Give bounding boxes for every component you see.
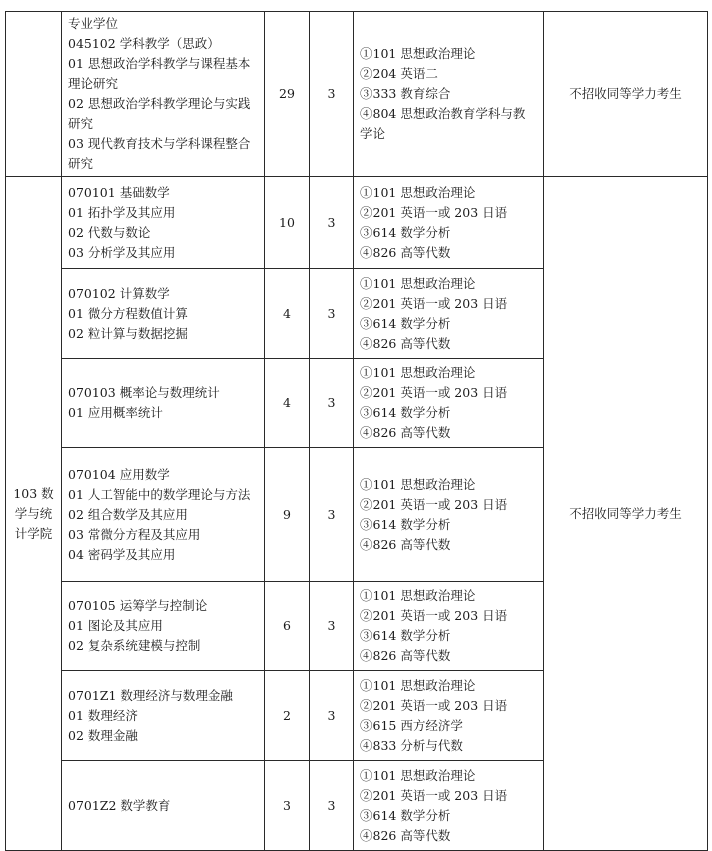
exam-subject: ②201 英语一或 203 日语 <box>360 295 508 311</box>
exam-subjects-cell <box>354 177 544 269</box>
major-title: 070105 运筹学与控制论 <box>68 598 208 613</box>
direction: 01 思想政治学科教学与课程基本理论研究 <box>68 56 251 91</box>
direction: 01 人工智能中的数学理论与方法 <box>68 486 251 502</box>
exam-subject: ④826 高等代数 <box>360 827 451 843</box>
major-title: 070101 基础数学 <box>68 184 170 200</box>
major-title: 0701Z2 数学教育 <box>68 797 171 813</box>
direction: 01 数理经济 <box>68 707 138 723</box>
duration-cell: 3 <box>310 582 354 671</box>
exam-subject: ③614 数学分析 <box>360 315 451 331</box>
enrollment-cell: 6 <box>265 582 310 671</box>
major-title: 070102 计算数学 <box>68 285 170 301</box>
exam-subjects-cell <box>354 582 544 671</box>
direction: 02 思想政治学科教学理论与实践研究 <box>68 96 251 131</box>
direction: 03 分析学及其应用 <box>68 244 176 260</box>
enrollment-cell: 10 <box>265 177 310 269</box>
department-cell <box>6 177 62 851</box>
exam-subject: ②201 英语一或 203 日语 <box>360 787 508 803</box>
duration-cell: 3 <box>310 177 354 269</box>
exam-subject: ③614 数学分析 <box>360 224 451 240</box>
exam-subject: ③614 数学分析 <box>360 807 451 823</box>
duration-cell: 3 <box>310 269 354 359</box>
exam-subject: ①101 思想政治理论 <box>360 275 476 291</box>
exam-subject: ①101 思想政治理论 <box>360 588 476 603</box>
major-cell <box>62 177 265 269</box>
exam-subject: ④804 思想政治教育学科与教学论 <box>360 106 526 141</box>
direction: 03 常微分方程及其应用 <box>68 526 201 542</box>
exam-subjects-cell <box>354 12 544 177</box>
major-cell <box>62 12 265 177</box>
major-cell <box>62 359 265 448</box>
direction: 02 复杂系统建模与控制 <box>68 638 201 653</box>
exam-subjects-cell <box>354 448 544 582</box>
exam-subject: ④826 高等代数 <box>360 335 451 351</box>
admissions-table <box>5 11 708 851</box>
exam-subject: ②201 英语一或 203 日语 <box>360 608 508 623</box>
exam-subject: ①101 思想政治理论 <box>360 677 476 693</box>
note-cell: 不招收同等学力考生 <box>544 12 708 177</box>
major-cell <box>62 448 265 582</box>
exam-subject: ④826 高等代数 <box>360 244 451 260</box>
direction: 02 粒计算与数据挖掘 <box>68 325 188 341</box>
exam-subject: ②201 英语一或 203 日语 <box>360 697 508 713</box>
exam-subject: ④833 分析与代数 <box>360 737 463 753</box>
exam-subject: ③333 教育综合 <box>360 86 451 101</box>
major-cell <box>62 761 265 851</box>
department-name: 103 数学与统计学院 <box>13 485 54 541</box>
major-title: 070103 概率论与数理统计 <box>68 385 220 400</box>
enrollment-cell: 3 <box>265 761 310 851</box>
exam-subjects-cell <box>354 359 544 448</box>
major-title: 0701Z1 数理经济与数理金融 <box>68 687 233 703</box>
exam-subject: ③614 数学分析 <box>360 405 451 420</box>
exam-subject: ③614 数学分析 <box>360 628 451 643</box>
major-cell <box>62 582 265 671</box>
note-cell: 不招收同等学力考生 <box>544 177 708 851</box>
enrollment-cell: 2 <box>265 671 310 761</box>
direction: 02 代数与数论 <box>68 224 151 240</box>
major-title: 070104 应用数学 <box>68 466 170 482</box>
exam-subject: ④826 高等代数 <box>360 536 451 552</box>
direction: 02 数理金融 <box>68 727 138 743</box>
direction: 01 微分方程数值计算 <box>68 305 188 321</box>
enrollment-cell: 4 <box>265 269 310 359</box>
direction: 02 组合数学及其应用 <box>68 506 188 522</box>
enrollment-cell: 29 <box>265 12 310 177</box>
direction: 04 密码学及其应用 <box>68 546 176 562</box>
exam-subject: ①101 思想政治理论 <box>360 767 476 783</box>
exam-subject: ①101 思想政治理论 <box>360 476 476 492</box>
department-cell <box>6 12 62 177</box>
exam-subjects-cell <box>354 269 544 359</box>
exam-subject: ①101 思想政治理论 <box>360 46 476 61</box>
exam-subject: ①101 思想政治理论 <box>360 365 476 380</box>
exam-subject: ①101 思想政治理论 <box>360 184 476 200</box>
duration-cell: 3 <box>310 448 354 582</box>
enrollment-cell: 9 <box>265 448 310 582</box>
major-title: 045102 学科教学（思政） <box>68 36 220 51</box>
exam-subject: ②201 英语一或 203 日语 <box>360 385 508 400</box>
exam-subject: ③615 西方经济学 <box>360 717 463 733</box>
enrollment-cell: 4 <box>265 359 310 448</box>
direction: 03 现代教育技术与学科课程整合研究 <box>68 136 251 171</box>
direction: 01 图论及其应用 <box>68 618 163 633</box>
duration-cell: 3 <box>310 671 354 761</box>
exam-subject: ②204 英语二 <box>360 66 438 81</box>
duration-cell: 3 <box>310 12 354 177</box>
major-cell <box>62 269 265 359</box>
exam-subjects-cell <box>354 671 544 761</box>
degree-type: 专业学位 <box>68 16 119 31</box>
duration-cell: 3 <box>310 761 354 851</box>
major-cell <box>62 671 265 761</box>
exam-subjects-cell <box>354 761 544 851</box>
direction: 01 拓扑学及其应用 <box>68 204 176 220</box>
table-row <box>6 177 708 269</box>
exam-subject: ②201 英语一或 203 日语 <box>360 204 508 220</box>
table-row <box>6 12 708 177</box>
exam-subject: ②201 英语一或 203 日语 <box>360 496 508 512</box>
exam-subject: ④826 高等代数 <box>360 425 451 440</box>
exam-subject: ④826 高等代数 <box>360 648 451 663</box>
exam-subject: ③614 数学分析 <box>360 516 451 532</box>
direction: 01 应用概率统计 <box>68 405 163 420</box>
duration-cell: 3 <box>310 359 354 448</box>
